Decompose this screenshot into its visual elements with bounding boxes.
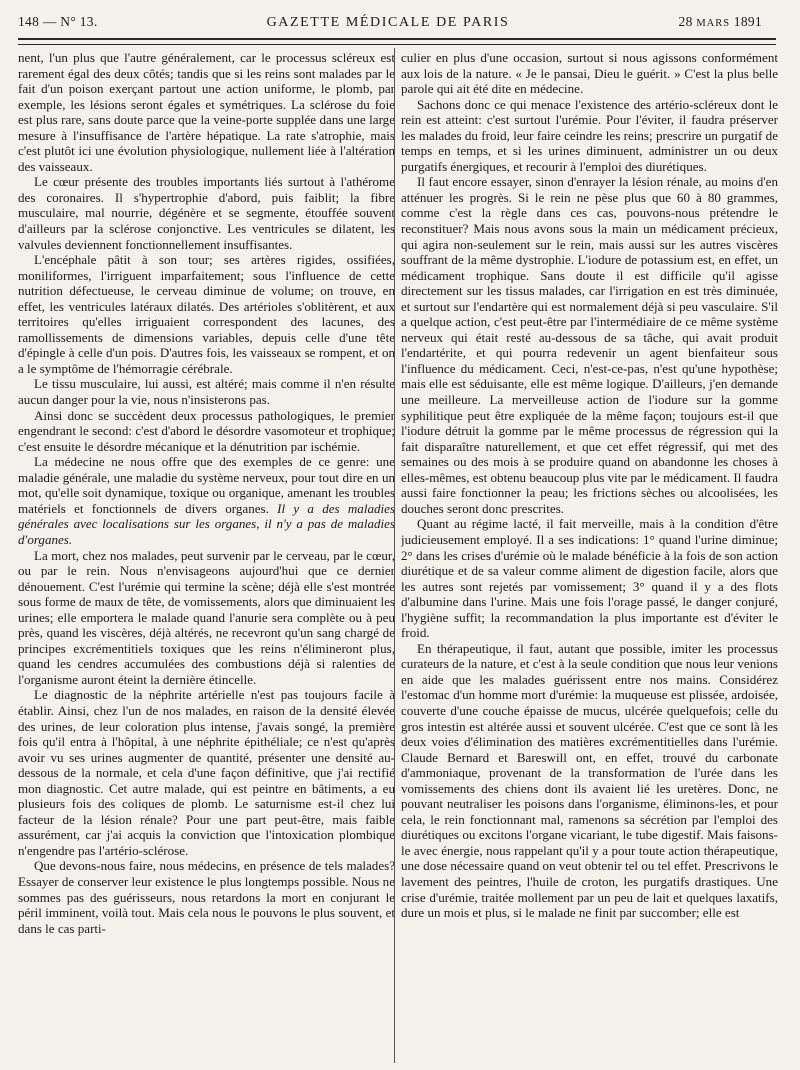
paragraph-with-italic (18, 454, 395, 547)
paragraph: Le cœur présente des troubles importants liés surtout à l'athérome des coronaires. Il s'hypertrophie d'abord, puis faiblit; la fibre musculaire, mal nourrie, dégénère et se segmente, étouffée souvent d'ailleurs par la sclérose conjonctive. Les ventricules se dilatent, les valvules deviennent fonctionnellement insuffisantes. (18, 174, 395, 252)
date-year: 1891 (733, 14, 762, 29)
page-number: 148 — N° 13. (18, 14, 98, 29)
italic-statement: Il y a des maladies générales avec localisations sur les organes, il n'y a pas de maladies d'organes. (18, 500, 395, 547)
paragraph: L'encéphale pâtit à son tour; ses artères rigides, ossifiées, moniliformes, l'irriguent imparfaitement; sous l'influence de cette nutrition défectueuse, le cerveau diminue de volume; on trouve, en effet, les ventricules latéraux dilatés. Des artérioles s'oblitèrent, et aux territoires qu'elles irriguaient correspondent des lacunes, des ramollissements de dimensions variables, depuis celle d'une tête d'épingle à celle d'un pois. D'autres fois, les vaisseaux se rompent, et on a le symptôme de l'hémorragie cérébrale. (18, 252, 395, 376)
paragraph: Que devons-nous faire, nous médecins, en présence de tels malades? Essayer de conserver leur existence le plus longtemps possible. Nous ne sommes pas des guérisseurs, nous retardons la mort en conjurant le péril imminent, voilà tout. Mais cela nous le pouvons le plus souvent, et dans le cas parti- (18, 858, 395, 936)
right-column (401, 50, 778, 1065)
paragraph: La mort, chez nos malades, peut survenir par le cerveau, par le cœur, ou par le rein. Nous n'envisageons aujourd'hui que ce dernier dénouement. C'est l'urémie qui termine la scène; déjà elle s'est montrée sous forme de maux de tête, de vomissements, alors que diminuaient les urines; elle emportera le malade quand l'anurie sera complète ou à peu près, quand les viscères, déjà altérés, ne recevront qu'un sang chargé de principes excrémentitiels toxiques que les reins n'élimineront plus, quand les cendres accumulées des combustions déjà si ralenties de l'organisme auront éteint la dernière étincelle. (18, 547, 395, 687)
journal-title: GAZETTE MÉDICALE DE PARIS (266, 15, 510, 30)
left-column (18, 50, 395, 1065)
page-header (18, 14, 762, 36)
paragraph: Le tissu musculaire, lui aussi, est altéré; mais comme il n'en résulte aucun danger pour la vie, nous n'insisterons pas. (18, 376, 395, 408)
paragraph: Le diagnostic de la néphrite artérielle n'est pas toujours facile à établir. Ainsi, chez l'un de nos malades, en raison de la densité élevée des urines, de leur coloration plus intense, j'avais songé, la première fois qu'il entra à l'hôpital, à une néphrite épithéliale; ce n'est qu'après avoir vu ses urines augmenter de quantité, présenter une densité au-dessous de la normale, et cela d'une façon définitive, que j'ai rectifié mon diagnostic. Cet autre malade, qui est peintre en bâtiments, a eu plusieurs fois des coliques de plomb. Le saturnisme est-il chez lui facteur de la lésion rénale? Pour une part peut-être, mais faible assurément, car j'ai acquis la conviction que l'intoxication plombique n'engendre pas l'artério-sclérose. (18, 687, 395, 858)
paragraph: Sachons donc ce qui menace l'existence des artério-scléreux dont le rein est atteint: c'est surtout l'urémie. Pour l'éviter, il faudra préserver les malades du froid, leur faire ceindre les reins; prescrire un purgatif de temps en temps, et si les urines diminuent, administrer un ou deux purgatifs énergiques, et recourir à l'emploi des diurétiques. (401, 96, 778, 174)
date-month: MARS (696, 18, 731, 29)
header-rule (18, 38, 776, 45)
issue-date (679, 14, 762, 30)
paragraph: Ainsi donc se succèdent deux processus pathologiques, le premier engendrant le second: c'est d'abord le désordre vasomoteur et trophique; c'est ensuite le désordre mécanique et la dénutrition par ischémie. (18, 407, 395, 454)
column-divider (394, 48, 395, 1063)
paragraph: En thérapeutique, il faut, autant que possible, imiter les processus curateurs de la nature, et c'est à la seule condition que nous leur venions en aide que les malades guérissent entre nos mains. Considérez l'estomac d'un homme mort d'urémie: la muqueuse est plissée, ardoisée, couverte d'une couche épaisse de mucus, ulcérée quelquefois; celle du gros intestin est altérée aussi et souvent ulcérée. C'est que ce sont là les deux voies d'élimination des matières excrémentitielles dans l'urémie. Claude Bernard et Bareswill ont, en effet, trouvé du carbonate d'ammoniaque, provenant de la transformation de l'urée dans les vomissements des chiens dont ils avaient lié les uretères. Donc, ne pouvant neutraliser les poisons dans l'organisme, éliminons-les, et pour cela, le rein fonctionnant mal, ramenons sa sécrétion par l'emploi des diurétiques ou excitons l'organe vicariant, le tube digestif. Mais faisons-le avec énergie, nous rappelant qu'il y a pour toute action thérapeutique, une dose nécessaire quand on veut obtenir tel ou tel effet. Prescrivons le lavement des peintres, l'huile de croton, les purgatifs drastiques. Une crise d'urémie, traitée mollement par un peu de lait et quelques laxatifs, dure un mois et plus, si le malade ne finit par succomber; elle est (401, 640, 778, 921)
date-day: 28 (678, 14, 693, 29)
paragraph-text: La médecine ne nous offre que des exemples de ce genre: une maladie générale, une maladie du système nerveux, pour tout dire en un mot, qu'elle soit dynamique, toxique ou organique, amenant les troubles matériels et fonctionnels de divers organes. (18, 454, 395, 516)
paragraph: Quant au régime lacté, il fait merveille, mais à la condition d'être judicieusement employé. Il a ses indications: 1° quand l'urine diminue; 2° dans les crises d'urémie où le malade bénéficie à la fois de son action diurétique et de sa valeur comme aliment de digestion facile, alors que les autres sont rejetés par vomissement; 3° quand il y a des flots d'albumine dans l'urine. Mais une fois l'orage passé, le danger conjuré, l'hygiène suffit; la recommandation la plus importante est d'éviter le froid. (401, 516, 778, 641)
paragraph: nent, l'un plus que l'autre généralement, car le processus scléreux est rarement égal des deux côtés; tandis que si les reins sont malades par le fait d'un poison exerçant partout une action uniforme, le plomb, par exemple, les lésions seront égales et symétriques. La sclérose du foie est plus rare, sans doute parce que la veine-porte supplée dans une large mesure à l'insuffisance de l'artère hépatique. La rate s'atrophie, mais c'est plutôt ici une évolution physiologique, nullement liée à l'altération des vaisseaux. (18, 50, 395, 174)
paragraph: culier en plus d'une occasion, surtout si nous agissons conformément aux lois de la nature. « Je le pansai, Dieu le guérit. » C'est la plus belle parole qui ait été dite en médecine. (401, 50, 778, 97)
paragraph: Il faut encore essayer, sinon d'enrayer la lésion rénale, au moins d'en atténuer les progrès. Si le rein ne pèse plus que 60 à 80 grammes, comme c'est la règle dans ces cas, pouvons-nous prétendre le reconstituer? Mais nous avons sous la main un médicament précieux, qui agira non-seulement sur le rein, mais aussi sur les autres viscères souffrant de la même dystrophie. L'iodure de potassium est, en effet, un médicament trophique. Sans doute il est difficile qu'il agisse directement sur les tissus malades, car l'irrigation en est très diminuée, et surtout sur l'endartère qui est normalement déjà si peu vasculaire. S'il a quelque action, c'est peut-être par l'intermédiaire de ce même système nerveux qui était resté au-dessous de sa tâche, qui avait produit l'endartérite, et qui pourra redevenir un agent bienfaiteur sous l'influence du médicament. Ceci, n'est-ce-pas, n'est qu'une hypothèse; mais elle est séduisante, elle est même logique. D'ailleurs, j'en demande une meilleure. La merveilleuse action de l'iodure sur la gomme syphilitique peut être expliquée de la même façon; toujours est-il que l'iodure détruit la gomme par le même processus de régression qui la fait disparaître naturellement, et que cet effet régressif, qui met des semaines ou des mois à se produire quand on abandonne les choses à elles-mêmes, est obtenu beaucoup plus vite par le médicament. Il faudra aussi faire fonctionner la peau; les frictions sèches ou alcoolisées, les douches seront donc prescrites. (401, 174, 778, 516)
